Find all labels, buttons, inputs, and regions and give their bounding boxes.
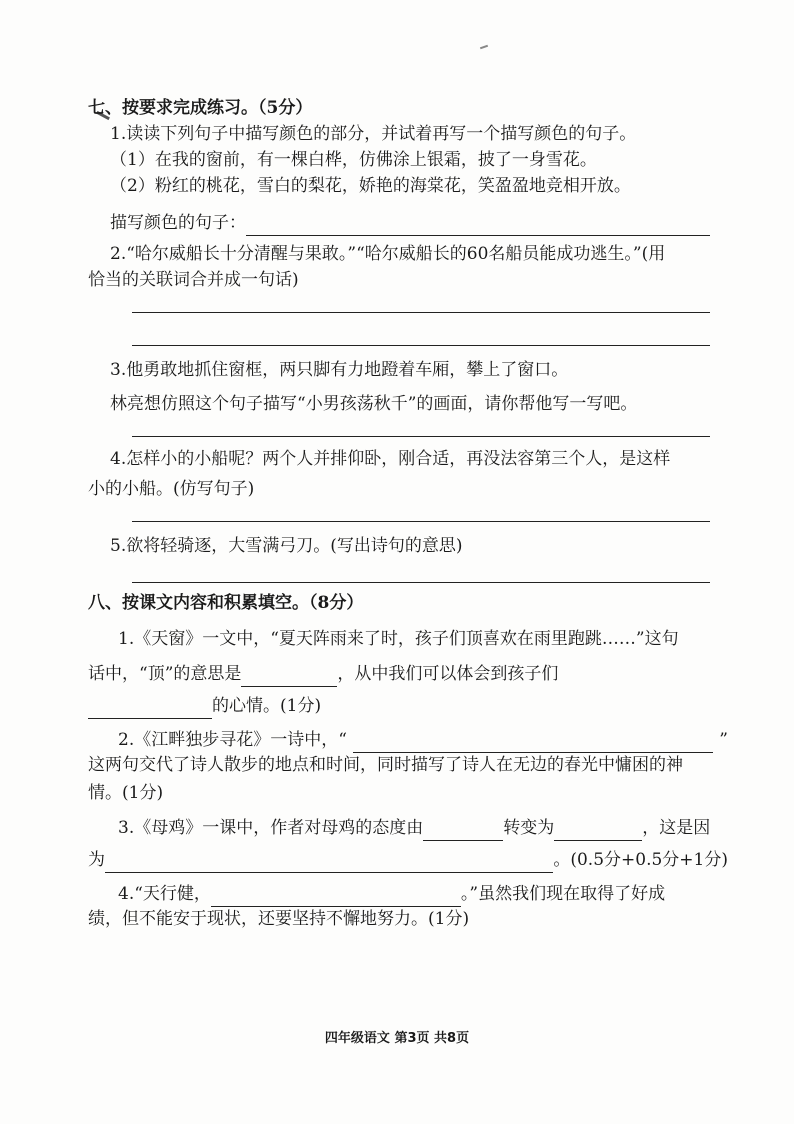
s8-q4-line1 [88,873,728,907]
s7-q3-text2: 林亮想仿照这个句子描写“小男孩荡秋千”的画面，请你帮他写一写吧。 [110,394,638,414]
s8-q3-blank-reason[interactable] [105,854,553,873]
s8-q2-line3 [88,781,728,809]
s7-q2-text1: 2.“哈尔威船长十分清醒与果敢。”“哈尔威船长的60名船员能成功逃生。”(用 [110,244,666,264]
s8-q2-blank-poem[interactable] [353,734,713,753]
s8-q1-blank-meaning[interactable] [241,668,337,687]
s8-q4-blank-saying[interactable] [211,888,461,907]
s8-q3-text2a: 为 [88,850,105,870]
s7-q5-answer-line[interactable] [132,562,710,583]
s8-q3-line1 [88,809,728,841]
s7-q4-line2 [88,477,728,501]
s8-q4-text2: 绩，但不能安于现状，还要坚持不懈地努力。(1分) [88,909,470,929]
s8-q3-line2 [88,841,728,873]
s8-q2-line2 [88,753,728,781]
s7-q1-prompt-text: 1.读读下列句子中描写颜色的部分，并试着再写一个描写颜色的句子。 [110,124,637,144]
s7-q5-line1 [88,534,728,562]
s8-q1-text1: 1.《天窗》一文中，“夏天阵雨来了时，孩子们顶喜欢在雨里跑跳……”这句 [118,629,679,649]
s8-q4-text1b: 。”虽然我们现在取得了好成 [460,884,666,904]
s7-q3-answer-line[interactable] [132,416,710,437]
s8-q3-text2b: 。(0.5分+0.5分+1分) [553,850,728,870]
s7-q1-prompt [88,122,728,148]
s8-q2-text1b: ” [719,730,728,750]
s8-q2-text1a: 2.《江畔独步寻花》一诗中，“ [118,730,347,750]
s8-q3-text1c: ，这是因 [642,818,711,838]
section8-title: 八、按课文内容和积累填空。（8分） [88,593,364,613]
s7-q2-line1 [88,242,728,268]
exam-content [88,96,728,935]
s7-q5-text1: 5.欲将轻骑逐，大雪满弓刀。(写出诗句的意思) [110,536,463,556]
s8-q1-line3 [88,687,728,719]
s7-q1-answer-row [88,206,728,236]
section7-title: 七、按要求完成练习。（5分） [88,98,313,118]
s8-q1-line1 [88,627,728,657]
section7-title-row [88,96,728,122]
s7-q1-s2 [88,174,728,206]
s8-q2-line1 [88,719,728,753]
s7-q4-text1: 4.怎样小的小船呢？两个人并排仰卧，刚合适，再没法容第三个人，是这样 [110,449,671,469]
s8-q3-text1b: 转变为 [503,818,555,838]
page-footer: 四年级语文 第3页 共8页 [324,1031,470,1046]
s7-q2-text2: 恰当的关联词合并成一句话) [88,270,299,290]
s8-q1-text3: 的心情。(1分) [212,696,322,716]
s8-q3-text1a: 3.《母鸡》一课中，作者对母鸡的态度由 [118,818,424,838]
s8-q2-text3: 情。(1分) [88,783,164,803]
s7-q3-line1 [88,358,728,386]
s8-q4-line2 [88,907,728,935]
s7-q1-sentence1: （1）在我的窗前，有一棵白桦，仿佛涂上银霜，披了一身雪花。 [110,150,597,170]
s8-q1-text2a: 话中，“顶”的意思是 [88,664,242,684]
s8-q3-blank-to[interactable] [554,822,642,841]
s8-q3-blank-from[interactable] [423,822,503,841]
s7-q1-answer-blank[interactable] [246,217,710,236]
s7-q2-answer-line[interactable] [132,292,710,313]
s7-q2-answer-line-2[interactable] [132,325,710,346]
scan-mark [480,45,488,50]
s8-q2-text2: 这两句交代了诗人散步的地点和时间，同时描写了诗人在无边的春光中慵困的神 [88,755,683,775]
s7-q4-answer-line[interactable] [132,501,710,522]
section8-title-row [88,591,728,617]
s8-q1-line2 [88,657,728,687]
s7-q3-text1: 3.他勇敢地抓住窗框，两只脚有力地蹬着车厢，攀上了窗口。 [110,360,569,380]
s8-q1-blank-feeling[interactable] [88,700,212,719]
s8-q4-text1a: 4.“天行健， [118,884,211,904]
s7-q1-s1 [88,148,728,174]
s7-q1-answer-label: 描写颜色的句子： [110,213,246,233]
s8-q1-text2b: ，从中我们可以体会到孩子们 [337,664,559,684]
s7-q2-line2 [88,268,728,292]
s7-q3-line2 [88,392,728,416]
s7-q4-line1 [88,447,728,475]
s7-q1-sentence2: （2）粉红的桃花，雪白的梨花，娇艳的海棠花，笑盈盈地竞相开放。 [110,176,631,196]
s7-q4-text2: 小的小船。(仿写句子) [88,479,255,499]
